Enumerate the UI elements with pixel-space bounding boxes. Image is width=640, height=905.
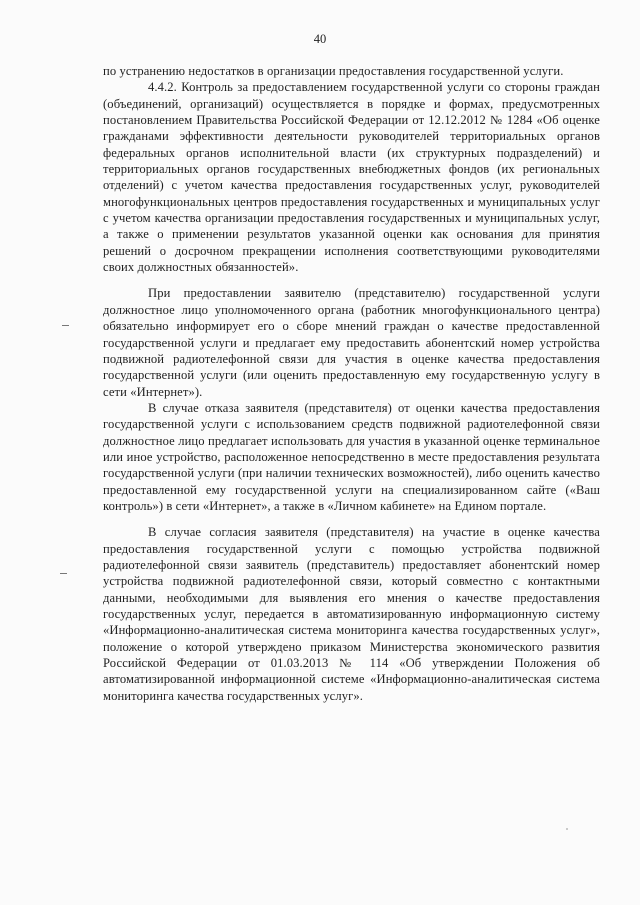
paragraph: по устранению недостатков в организации предоставления государственной услуги. xyxy=(103,64,564,78)
margin-mark xyxy=(60,573,67,574)
paragraph: 4.4.2. Контроль за предоставлением государственной услуги со стороны граждан (объединений, организаций) осуществляется в порядке и формах, предусмотренных постановлением Правительства Российской Федерации от 12.12.2012 № 1284 «Об оценке гражданами эффективности деятельности руководителей территориальных органов федеральных органов исполнительной власти (их структурных подразделений) и территориальных органов государственных внебюджетных фондов (их региональных отделений) с учетом качества предоставления государственных услуг, руководителей многофункциональных центров предоставления государственных и муниципальных услуг с учетом качества организации предоставления государственных и муниципальных услуг, а также о применении результатов указанной оценки как основания для принятия решений о досрочном прекращении исполнения соответствующими руководителями своих должностных обязанностей». xyxy=(103,80,600,275)
page-number: 40 xyxy=(313,32,327,46)
paragraph: В случае отказа заявителя (представителя) от оценки качества предоставления государственной услуги с использованием средств подвижной радиотелефонной связи должностное лицо предлагает использовать для участия в указанной оценке терминальное или иное устройство, расположенное непосредственно в месте предоставления результата государственной услуги (при наличии технических возможностей), либо оценить качество предоставленной ему государственной услуги на специализированном сайте («Ваш контроль») в сети «Интернет», а также в «Личном кабинете» на Едином портале. xyxy=(103,400,600,513)
paragraph: При предоставлении заявителю (представителю) государственной услуги должностное лицо уполномоченного органа (работник многофункционального центра) обязательно информирует его о сборе мнений граждан о качестве предоставленной государственной услуги и предлагает ему предоставить абонентский номер устройства подвижной радиотелефонной связи для участия в оценке качества предоставления государственной услуги (или оценить предоставленную ему государственную услугу в сети «Интернет»). xyxy=(103,286,600,399)
document-body xyxy=(103,63,600,704)
paragraph: В случае согласия заявителя (представителя) на участие в оценке качества предоставления государственной услуги с помощью устройства подвижной радиотелефонной связи заявитель (представитель) предоставляет абонентский номер устройства подвижной радиотелефонной связи, который совместно с контактными данными, необходимыми для выявления его мнения о качестве предоставления государственных услуг, передается в автоматизированную информационную систему «Информационно-аналитическая система мониторинга качества государственных услуг», положение о которой утверждено приказом Министерства экономического развития Российской Федерации от 01.03.2013 № 114 «Об утверждении Положения об автоматизированной информационной системе «Информационно-аналитическая система мониторинга качества государственных услуг». xyxy=(103,525,600,703)
margin-mark xyxy=(62,325,69,326)
scan-speck xyxy=(566,828,568,830)
